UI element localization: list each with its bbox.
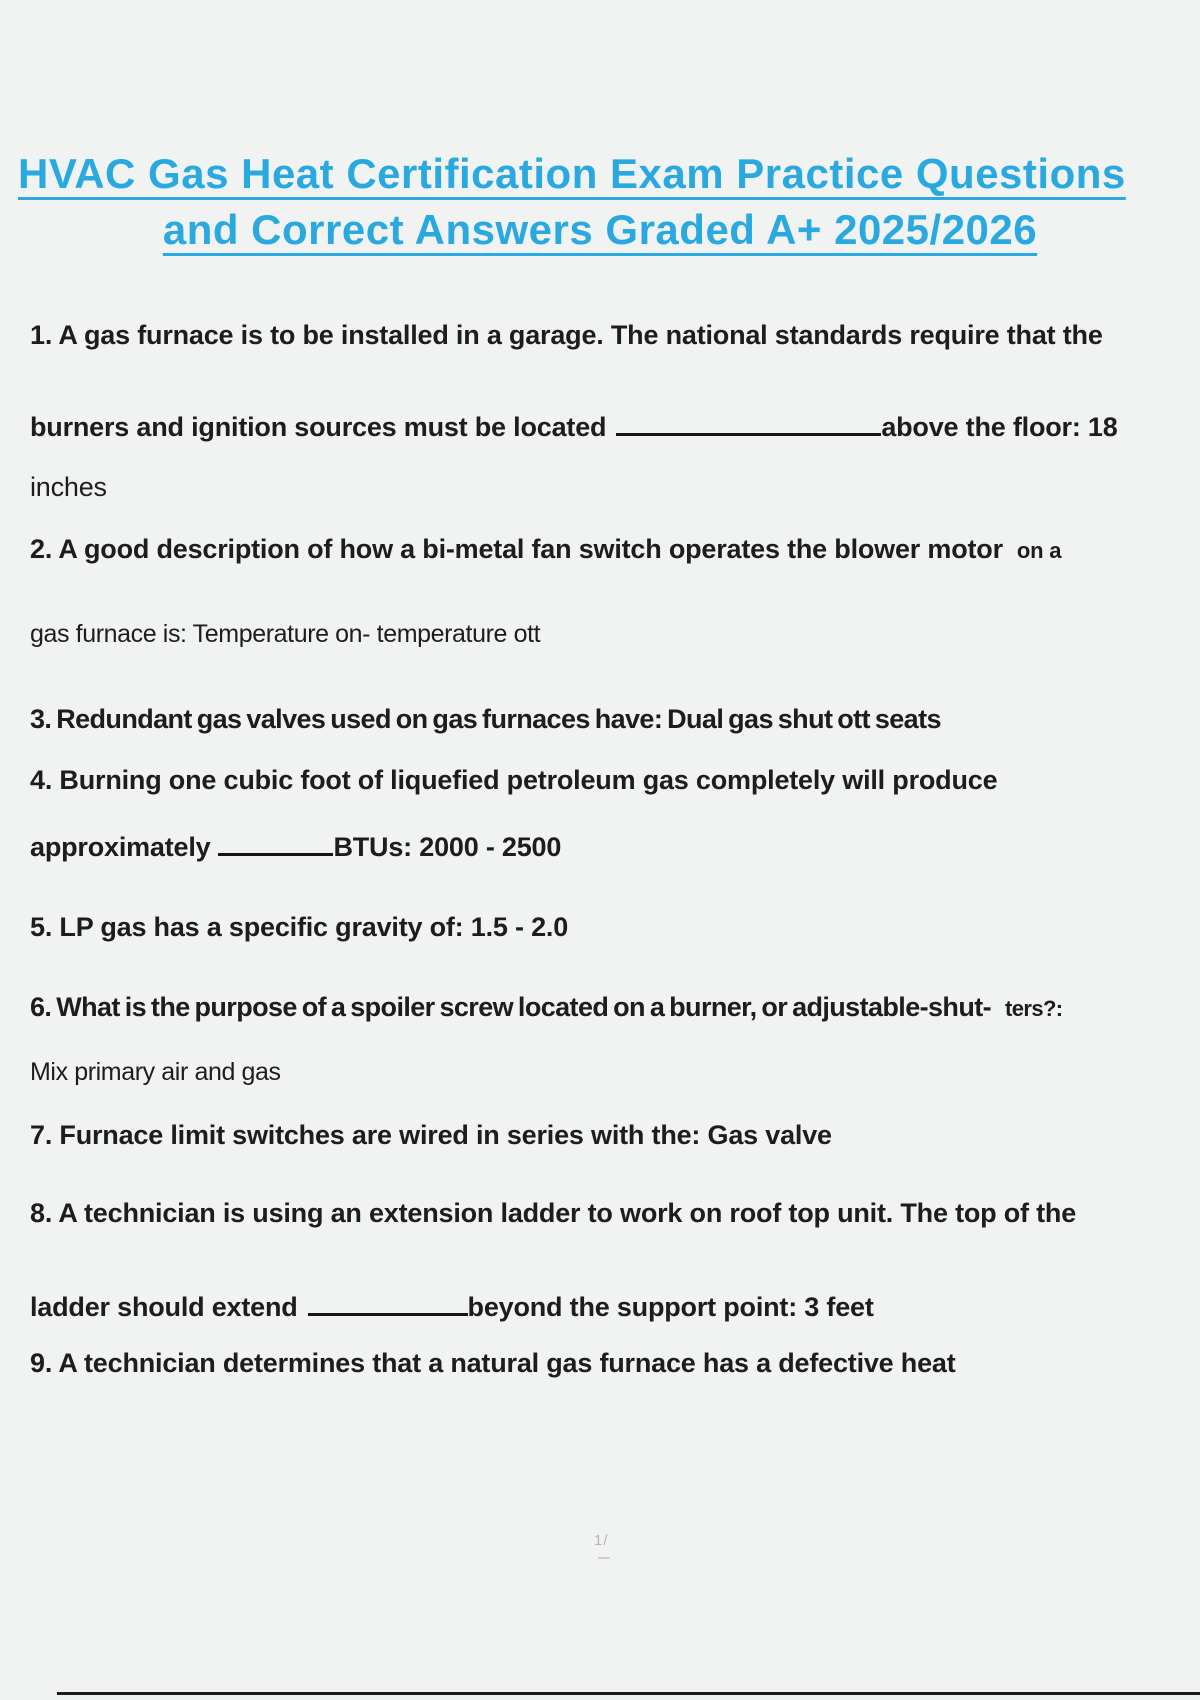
question-4-line-2-text: approximately [30, 832, 211, 862]
document-title-line2: and Correct Answers Graded A+ 2025/2026 [162, 206, 1038, 253]
question-1-line-2-text: burners and ignition sources must be located [30, 412, 607, 442]
footer-divider-line [57, 1692, 1200, 1695]
answer-blank [218, 826, 333, 856]
question-1-answer-continued: inches [30, 472, 107, 502]
question-1-line-1: 1. A gas furnace is to be installed in a garage. The national standards require that the [30, 320, 1103, 350]
question-6-answer: Mix primary air and gas [30, 1058, 281, 1086]
question-6-line-1 [30, 992, 1063, 1023]
question-7-line-1: 7. Furnace limit switches are wired in series with the: Gas valve [30, 1120, 832, 1150]
question-2-line-1 [30, 534, 1061, 565]
question-9-line-1: 9. A technician determines that a natural gas furnace has a defective heat [30, 1348, 956, 1378]
question-8-line-1: 8. A technician is using an extension ladder to work on roof top unit. The top of the [30, 1198, 1077, 1228]
question-6-text: 6. What is the purpose of a spoiler screw located on a burner, or adjustable-shut- [30, 992, 991, 1022]
question-1-line-2 [30, 406, 1118, 443]
page-marker-dash [598, 1557, 610, 1559]
question-2-text-small: on a [1016, 538, 1062, 563]
question-4-answer: BTUs: 2000 - 2500 [333, 832, 562, 862]
answer-blank [616, 406, 881, 436]
question-1-answer: above the floor: 18 [881, 412, 1118, 442]
question-4-line-1: 4. Burning one cubic foot of liquefied petroleum gas completely will produce [30, 765, 998, 795]
question-8-answer: beyond the support point: 3 feet [467, 1292, 874, 1322]
answer-blank [308, 1286, 468, 1316]
question-8-line-2-text: ladder should extend [30, 1292, 298, 1322]
question-8-line-2 [30, 1286, 874, 1323]
question-2-answer: gas furnace is: Temperature on- temperature ott [30, 620, 541, 648]
page-number-marker: 1/ [594, 1532, 609, 1549]
question-4-line-2 [30, 826, 561, 863]
question-5-line-1: 5. LP gas has a specific gravity of: 1.5 - 2.0 [30, 912, 569, 942]
question-6-text-small: ters?: [1005, 996, 1063, 1021]
question-3-line-1: 3. Redundant gas valves used on gas furnaces have: Dual gas shut ott seats [30, 704, 941, 734]
question-2-text: 2. A good description of how a bi-metal fan switch operates the blower motor [30, 534, 1003, 564]
document-title-line1: HVAC Gas Heat Certification Exam Practice Questions [18, 150, 1126, 197]
